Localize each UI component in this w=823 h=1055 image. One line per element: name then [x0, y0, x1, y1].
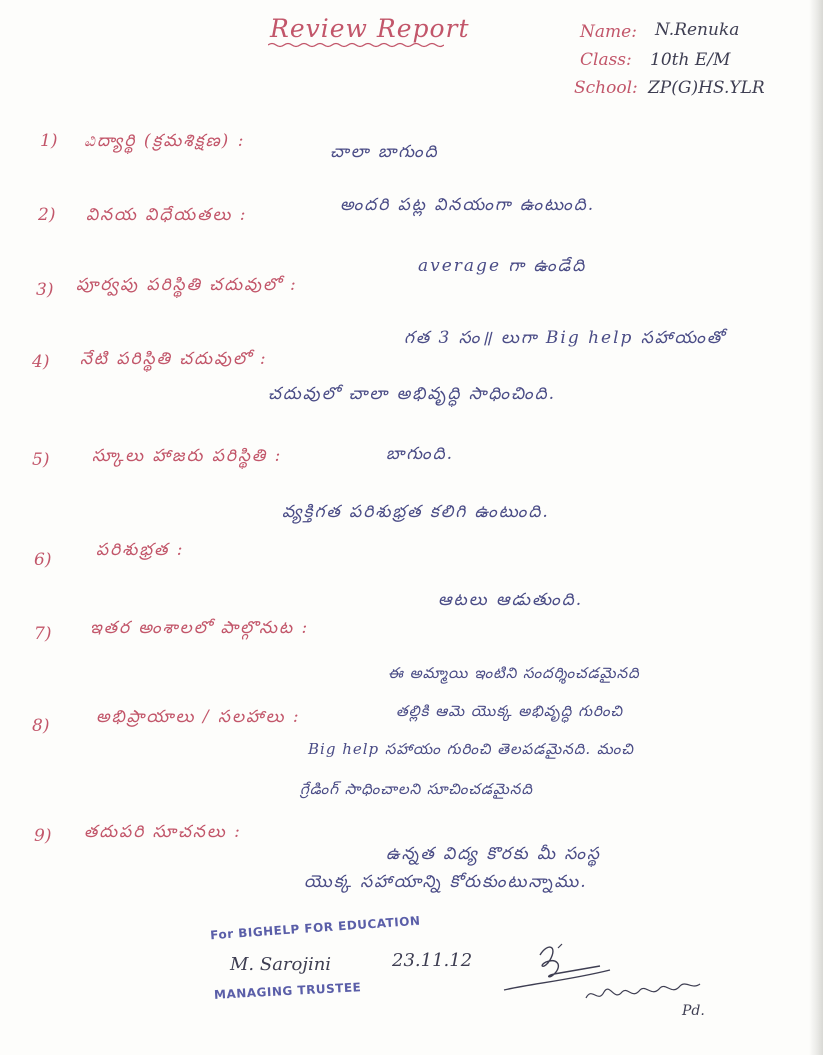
report-date: 23.11.12 — [392, 950, 473, 971]
item-label: వినయ విధేయతలు : — [86, 205, 248, 225]
item-answer: చదువులో చాలా అభివృద్ధి సాధించింది. — [268, 384, 557, 404]
item-answer: గత 3 సం॥ లుగా Big help సహాయంతో — [404, 328, 726, 348]
name-value: N.Renuka — [655, 20, 740, 40]
item-answer: అందరి పట్ల వినయంగా ఉంటుంది. — [340, 195, 596, 215]
item-number: 7) — [34, 624, 52, 644]
class-value: 10th E/M — [650, 50, 731, 70]
item-label: స్కూలు హాజరు పరిస్థితి : — [92, 446, 283, 466]
item-label: ವಿద్యార్థి (క్రమశిక్షణ) : — [84, 131, 246, 151]
item-label: ఇతర అంశాలలో పాల్గొనుట : — [90, 618, 310, 638]
item-answer: చాలా బాగుంది — [330, 142, 439, 162]
school-value: ZP(G)HS.YLR — [648, 78, 765, 98]
item-answer: ఆటలు ఆడుతుంది. — [438, 590, 584, 610]
school-label: School: — [574, 78, 638, 98]
item-answer: వ్యక్తిగత పరిశుభ్రత కలిగి ఉంటుంది. — [282, 502, 550, 522]
title-underline — [268, 42, 444, 48]
stamp-designation: MANAGING TRUSTEE — [213, 980, 362, 1002]
item-answer: average గా ఉండేది — [418, 256, 587, 276]
item-number: 3) — [36, 280, 54, 300]
name-label: Name: — [580, 22, 637, 42]
item-answer: ఈ అమ్మాయి ఇంటిని సందర్శించడమైనది — [388, 664, 640, 682]
item-label: అభిప్రాయాలు / సలహాలు : — [96, 707, 301, 727]
item-number: 9) — [34, 826, 52, 846]
item-label: పరిశుభ్రత : — [96, 540, 185, 560]
report-title: Review Report — [270, 14, 470, 43]
item-label: పూర్వపు పరిస్థితి చదువులో : — [76, 275, 298, 295]
class-label: Class: — [580, 50, 632, 70]
stamp-organization: For BIGHELP FOR EDUCATION — [209, 913, 421, 943]
item-number: 4) — [32, 352, 50, 372]
signature-title: Pd. — [682, 1003, 705, 1019]
paper-edge — [809, 0, 823, 1055]
item-label: నేటి పరిస్థితి చదువులో : — [80, 349, 268, 369]
item-answer: యొక్క సహాయాన్ని కోరుకుంటున్నాము. — [304, 872, 588, 892]
item-answer: తల్లికి ఆమె యొక్క అభివృద్ధి గురించి — [396, 702, 624, 720]
item-number: 5) — [32, 450, 50, 470]
item-answer: బాగుంది. — [386, 444, 455, 464]
item-number: 6) — [34, 550, 52, 570]
item-answer: Big help సహాయం గురించి తెలపడమైనది. మంచి — [308, 740, 634, 758]
item-number: 2) — [38, 205, 56, 225]
item-number: 1) — [40, 131, 58, 151]
item-label: తదుపరి సూచనలు : — [84, 822, 242, 842]
stamp-signatory-name: M. Sarojini — [230, 954, 332, 975]
signature-name-scribble — [584, 976, 704, 1006]
item-answer: గ్రేడింగ్ సాధించాలని సూచించడమైనది — [300, 780, 534, 798]
item-answer: ఉన్నత విద్య కొరకు మీ సంస్థ — [386, 844, 601, 864]
item-number: 8) — [32, 716, 50, 736]
